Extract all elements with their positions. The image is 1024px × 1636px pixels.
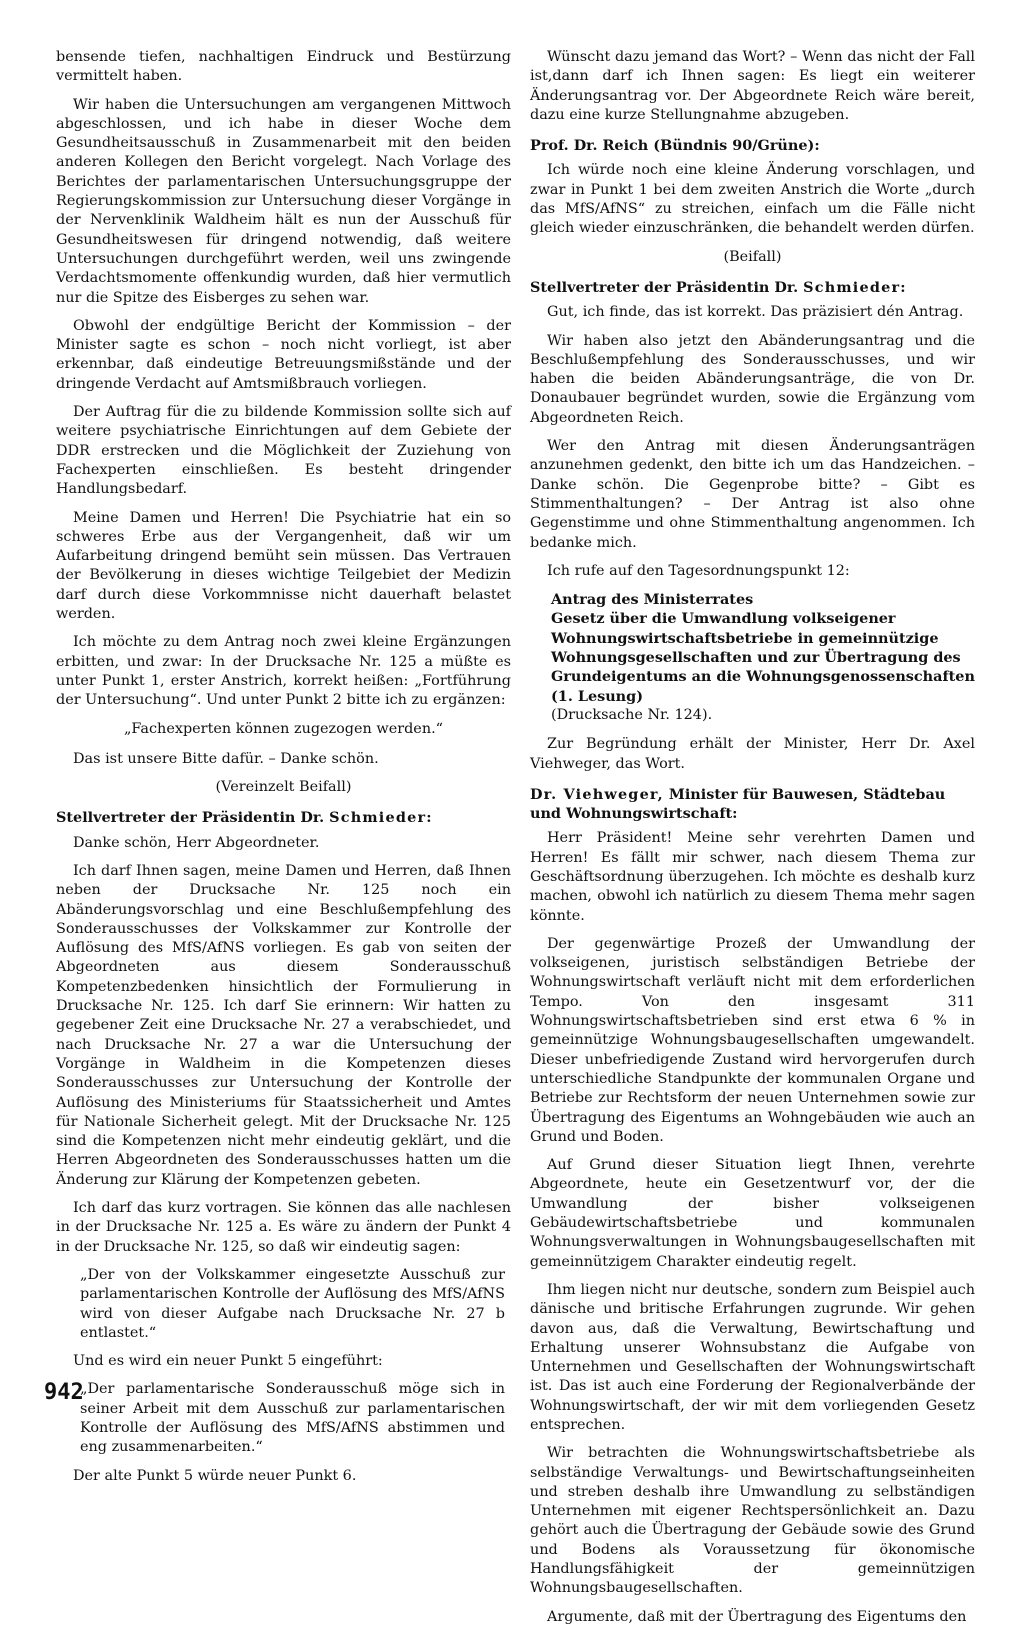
speaker-heading <box>530 278 975 297</box>
paragraph: Ich möchte zu dem Antrag noch zwei kleine Ergänzungen erbitten, und zwar: In der Drucksache Nr. 125 a müßte es unter Punkt 1, erster Anstrich, korrekt heißen: „Fortführung der Untersuchung“. Und unter Punkt 2 bitte ich zu ergänzen: <box>56 634 511 709</box>
paragraph: Ich rufe auf den Tagesordnungspunkt 12: <box>547 562 850 579</box>
speaker-heading <box>530 785 975 824</box>
speaker-role: Minister für Bauwesen, Städtebau und Wohnungswirtschaft: <box>530 785 946 823</box>
paragraph: Ich darf Ihnen sagen, meine Damen und Herren, daß Ihnen neben der Drucksache Nr. 125 noch ein Abänderungsvorschlag und eine Beschlußempfehlung des Sonderausschusses der Volkskammer zur Kontrolle der Auflösung des MfS/AfNS vorliegen. Es gab von seiten der Abgeordneten aus diesem Sonderausschuß Kompetenzbedenken hinsichtlich der Formulierung in Drucksache Nr. 125. Ich darf Sie erinnern: Wir hatten zu gegebener Zeit eine Drucksache Nr. 27 a verabschiedet, und nach Drucksache Nr. 27 a war die Untersuchung der Vorgänge in Waldheim in die Kompetenzen dieses Sonderausschusses zur Untersuchung der Kontrolle der Auflösung des Ministeriums für Staatssicherheit und Amtes für Nationale Sicherheit gelegt. Mit der Drucksache Nr. 125 sind die Kompetenzen nicht mehr eindeutig geklärt, und die Herren Abgeordneten des Sonderausschusses hatten um die Änderung zur Klärung der Kompetenzen gebeten. <box>56 862 511 1188</box>
paragraph: Herr Präsident! Meine sehr verehrten Damen und Herren! Es fällt mir schwer, nach diesem Thema zur Geschäftsordnung überzugehen. Ich möchte es deshalb kurz machen, obwohl ich natürlich zu diesem Thema mehr sagen könnte. <box>530 830 975 924</box>
paragraph: Ich darf das kurz vortragen. Sie können das alle nachlesen in der Drucksache Nr. 125 a. Es wäre zu ändern der Punkt 4 in der Drucksache Nr. 125, so daß wir eindeutig sagen: <box>56 1200 511 1255</box>
quotation: „Fachexperten können zugezogen werden.“ <box>123 720 444 737</box>
agenda-item-reference: (Drucksache Nr. 124). <box>551 706 713 723</box>
agenda-item-title: Antrag des Ministerrates <box>551 591 754 609</box>
quotation: „Der von der Volkskammer eingesetzte Ausschuß zur parlamentarischen Kontrolle der Auflösung des MfS/AfNS wird von dieser Aufgabe nach Drucksache Nr. 27 b entlastet.“ <box>80 1266 505 1341</box>
paragraph: Und es wird ein neuer Punkt 5 eingeführt: <box>73 1353 383 1370</box>
paragraph: Wünscht dazu jemand das Wort? – Wenn das nicht der Fall ist,dann darf ich Ihnen sagen: Es liegt ein weiterer Änderungsantrag vor. Der Abgeordnete Reich wäre bereit, dazu eine kurze Stellungnahme abzugeben. <box>530 49 975 123</box>
speaker-heading: Prof. Dr. Reich (Bündnis 90/Grüne): <box>530 137 820 155</box>
paragraph: Wir betrachten die Wohnungswirtschaftsbetriebe als selbständige Verwaltungs- und Bewirtschaftungseinheiten und streben deshalb ihre Umwandlung zu selbständigen Unternehmen mit eigener Rechtspersönlichkeit an. Dazu gehört auch die Übertragung der Gebäude sowie des Grund und Bodens als Voraussetzung für ökonomische Handlungsfähigkeit der gemeinnützigen Wohnungsbaugesellschaften. <box>530 1445 975 1597</box>
paragraph: Der gegenwärtige Prozeß der Umwandlung der volkseigenen, juristisch selbständigen Betriebe der Wohnungswirtschaft verläuft nicht mit dem erforderlichen Tempo. Von den insgesamt 311 Wohnungswirtschaftsbetrieben sind erst etwa 6 % in gemeinnützige Wohnungsbaugesellschaften umgewandelt. Dieser unbefriedigende Zustand wird hervorgerufen durch unterschiedliche Standpunkte der kommunalen Organe und Betriebe zur Rechtsform der neuen Unternehmen sowie zur Übertragung des Eigentums an Wohngebäuden wie auch an Grund und Boden. <box>530 935 975 1145</box>
paragraph: Wir haben also jetzt den Abänderungsantrag und die Beschlußempfehlung des Sonderausschusses, und wir haben die beiden Abänderungsanträge, die von Dr. Donaubauer begründet wurden, sowie die Ergänzung vom Abgeordneten Reich. <box>530 332 975 426</box>
paragraph: Gut, ich finde, das ist korrekt. Das präzisiert dén Antrag. <box>547 304 964 321</box>
speaker-name: Schmieder: <box>329 809 433 827</box>
paragraph: Ihm liegen nicht nur deutsche, sondern zum Beispiel auch dänische und britische Erfahrungen zugrunde. Wir gehen davon aus, daß die Verwaltung, Bewirtschaftung und Erhaltung unserer Wohnsubstanz die Aufgabe von Unternehmen und Gesellschaften der Wohnungswirtschaft ist. Das ist auch eine Forderung der Regionalverbände der Wohnungswirtschaft, der wir mit dem vorliegenden Gesetz entsprechen. <box>530 1281 975 1433</box>
reaction-note: (Vereinzelt Beifall) <box>215 779 352 796</box>
speaker-title: Stellvertreter der Präsidentin Dr. <box>56 809 325 827</box>
paragraph: Der Auftrag für die zu bildende Kommission sollte sich auf weitere psychiatrische Einrichtungen auf dem Gebiete der DDR erstrecken und die Möglichkeit der Zuziehung von Fachexperten einschließen. Es besteht dringender Handlungsbedarf. <box>56 404 511 498</box>
paragraph: Argumente, daß mit der Übertragung des Eigentums den <box>547 1608 967 1625</box>
paragraph: Zur Begründung erhält der Minister, Herr Dr. Axel Viehweger, das Wort. <box>530 736 975 772</box>
paragraph: Obwohl der endgültige Bericht der Kommission – der Minister sagte es schon – noch nicht vorliegt, ist aber erkennbar, daß eindeutige Betreuungsmißstände und der dringende Verdacht auf Amtsmißbrauch vorliegen. <box>56 317 511 392</box>
reaction-note: (Beifall) <box>723 248 782 265</box>
paragraph: Meine Damen und Herren! Die Psychiatrie hat ein so schweres Erbe aus der Vergangenheit, daß wir um Aufarbeitung dringend bemüht sein müssen. Das Vertrauen der Bevölkerung in dieses wichtige Teilgebiet der Medizin darf durch diese Vorkommnisse nicht dauerhaft belastet werden. <box>56 509 511 623</box>
speaker-name: Schmieder: <box>803 278 907 296</box>
paragraph: Wir haben die Untersuchungen am vergangenen Mittwoch abgeschlossen, und ich habe in dieser Woche dem Gesundheitsausschuß in Zusammenarbeit mit den beiden anderen Kollegen den Bericht vorgelegt. Nach Vorlage des Berichtes der parlamentarischen Untersuchungsgruppe der Regierungskommission zur Untersuchung dieser Vorgänge in der Nervenklinik Waldheim hält es nun der Ausschuß für Gesundheitswesen für dringend notwendig, daß weitere Untersuchungen durchgeführt werden, weil uns zwingende Verdachtsmomente offenkundig wurden, daß hier vermutlich nur die Spitze des Eisberges zu sehen war. <box>56 96 511 306</box>
paragraph: Ich würde noch eine kleine Änderung vorschlagen, und zwar in Punkt 1 bei dem zweiten Anstrich die Worte „durch das MfS/AfNS“ zu streichen, einfach um die Fälle nicht gleich wieder einzuschränken, die behandelt werden dürfen. <box>530 162 975 237</box>
right-column <box>530 48 975 1636</box>
paragraph: Das ist unsere Bitte dafür. – Danke schön. <box>73 750 379 767</box>
paragraph: Auf Grund dieser Situation liegt Ihnen, verehrte Abgeordnete, heute ein Gesetzentwurf vor, der die Umwandlung der bisher volkseigenen Gebäudewirtschaftsbetriebe und kommunalen Wohnungsverwaltungen in Wohnungsbaugesellschaften mit gemeinnützigem Charakter eindeutig regelt. <box>530 1157 975 1270</box>
agenda-item-reading: (1. Lesung) <box>551 687 644 705</box>
speaker-heading <box>56 808 511 827</box>
quotation: „Der parlamentarische Sonderausschuß möge sich in seiner Arbeit mit dem Ausschuß zur parlamentarischen Kontrolle der Auflösung des MfS/AfNS abstimmen und eng zusammenarbeiten.“ <box>80 1381 505 1456</box>
agenda-item-subject: Gesetz über die Umwandlung volkseigener Wohnungswirtschaftsbetriebe in gemeinnützige Wohnungsgesellschaften und zur Übertragung des Grundeigentums an die Wohnungsgenossenschaften <box>551 610 975 686</box>
agenda-item <box>551 590 975 725</box>
paragraph: Der alte Punkt 5 würde neuer Punkt 6. <box>73 1467 357 1484</box>
speaker-name: Dr. Viehweger, <box>530 785 664 803</box>
paragraph: Wer den Antrag mit diesen Änderungsanträgen anzunehmen gedenkt, den bitte ich um das Handzeichen. – Danke schön. Die Gegenprobe bitte? – Gibt es Stimmenthaltungen? – Der Antrag ist also ohne Gegenstimme und ohne Stimmenthaltung angenommen. Ich bedanke mich. <box>530 438 975 551</box>
page-number: 942 <box>44 1380 84 1405</box>
paragraph: bensende tiefen, nachhaltigen Eindruck und Bestürzung vermittelt haben. <box>56 49 511 85</box>
paragraph: Danke schön, Herr Abgeordneter. <box>73 834 320 851</box>
left-column <box>56 48 511 1495</box>
speaker-title: Stellvertreter der Präsidentin Dr. <box>530 278 799 296</box>
